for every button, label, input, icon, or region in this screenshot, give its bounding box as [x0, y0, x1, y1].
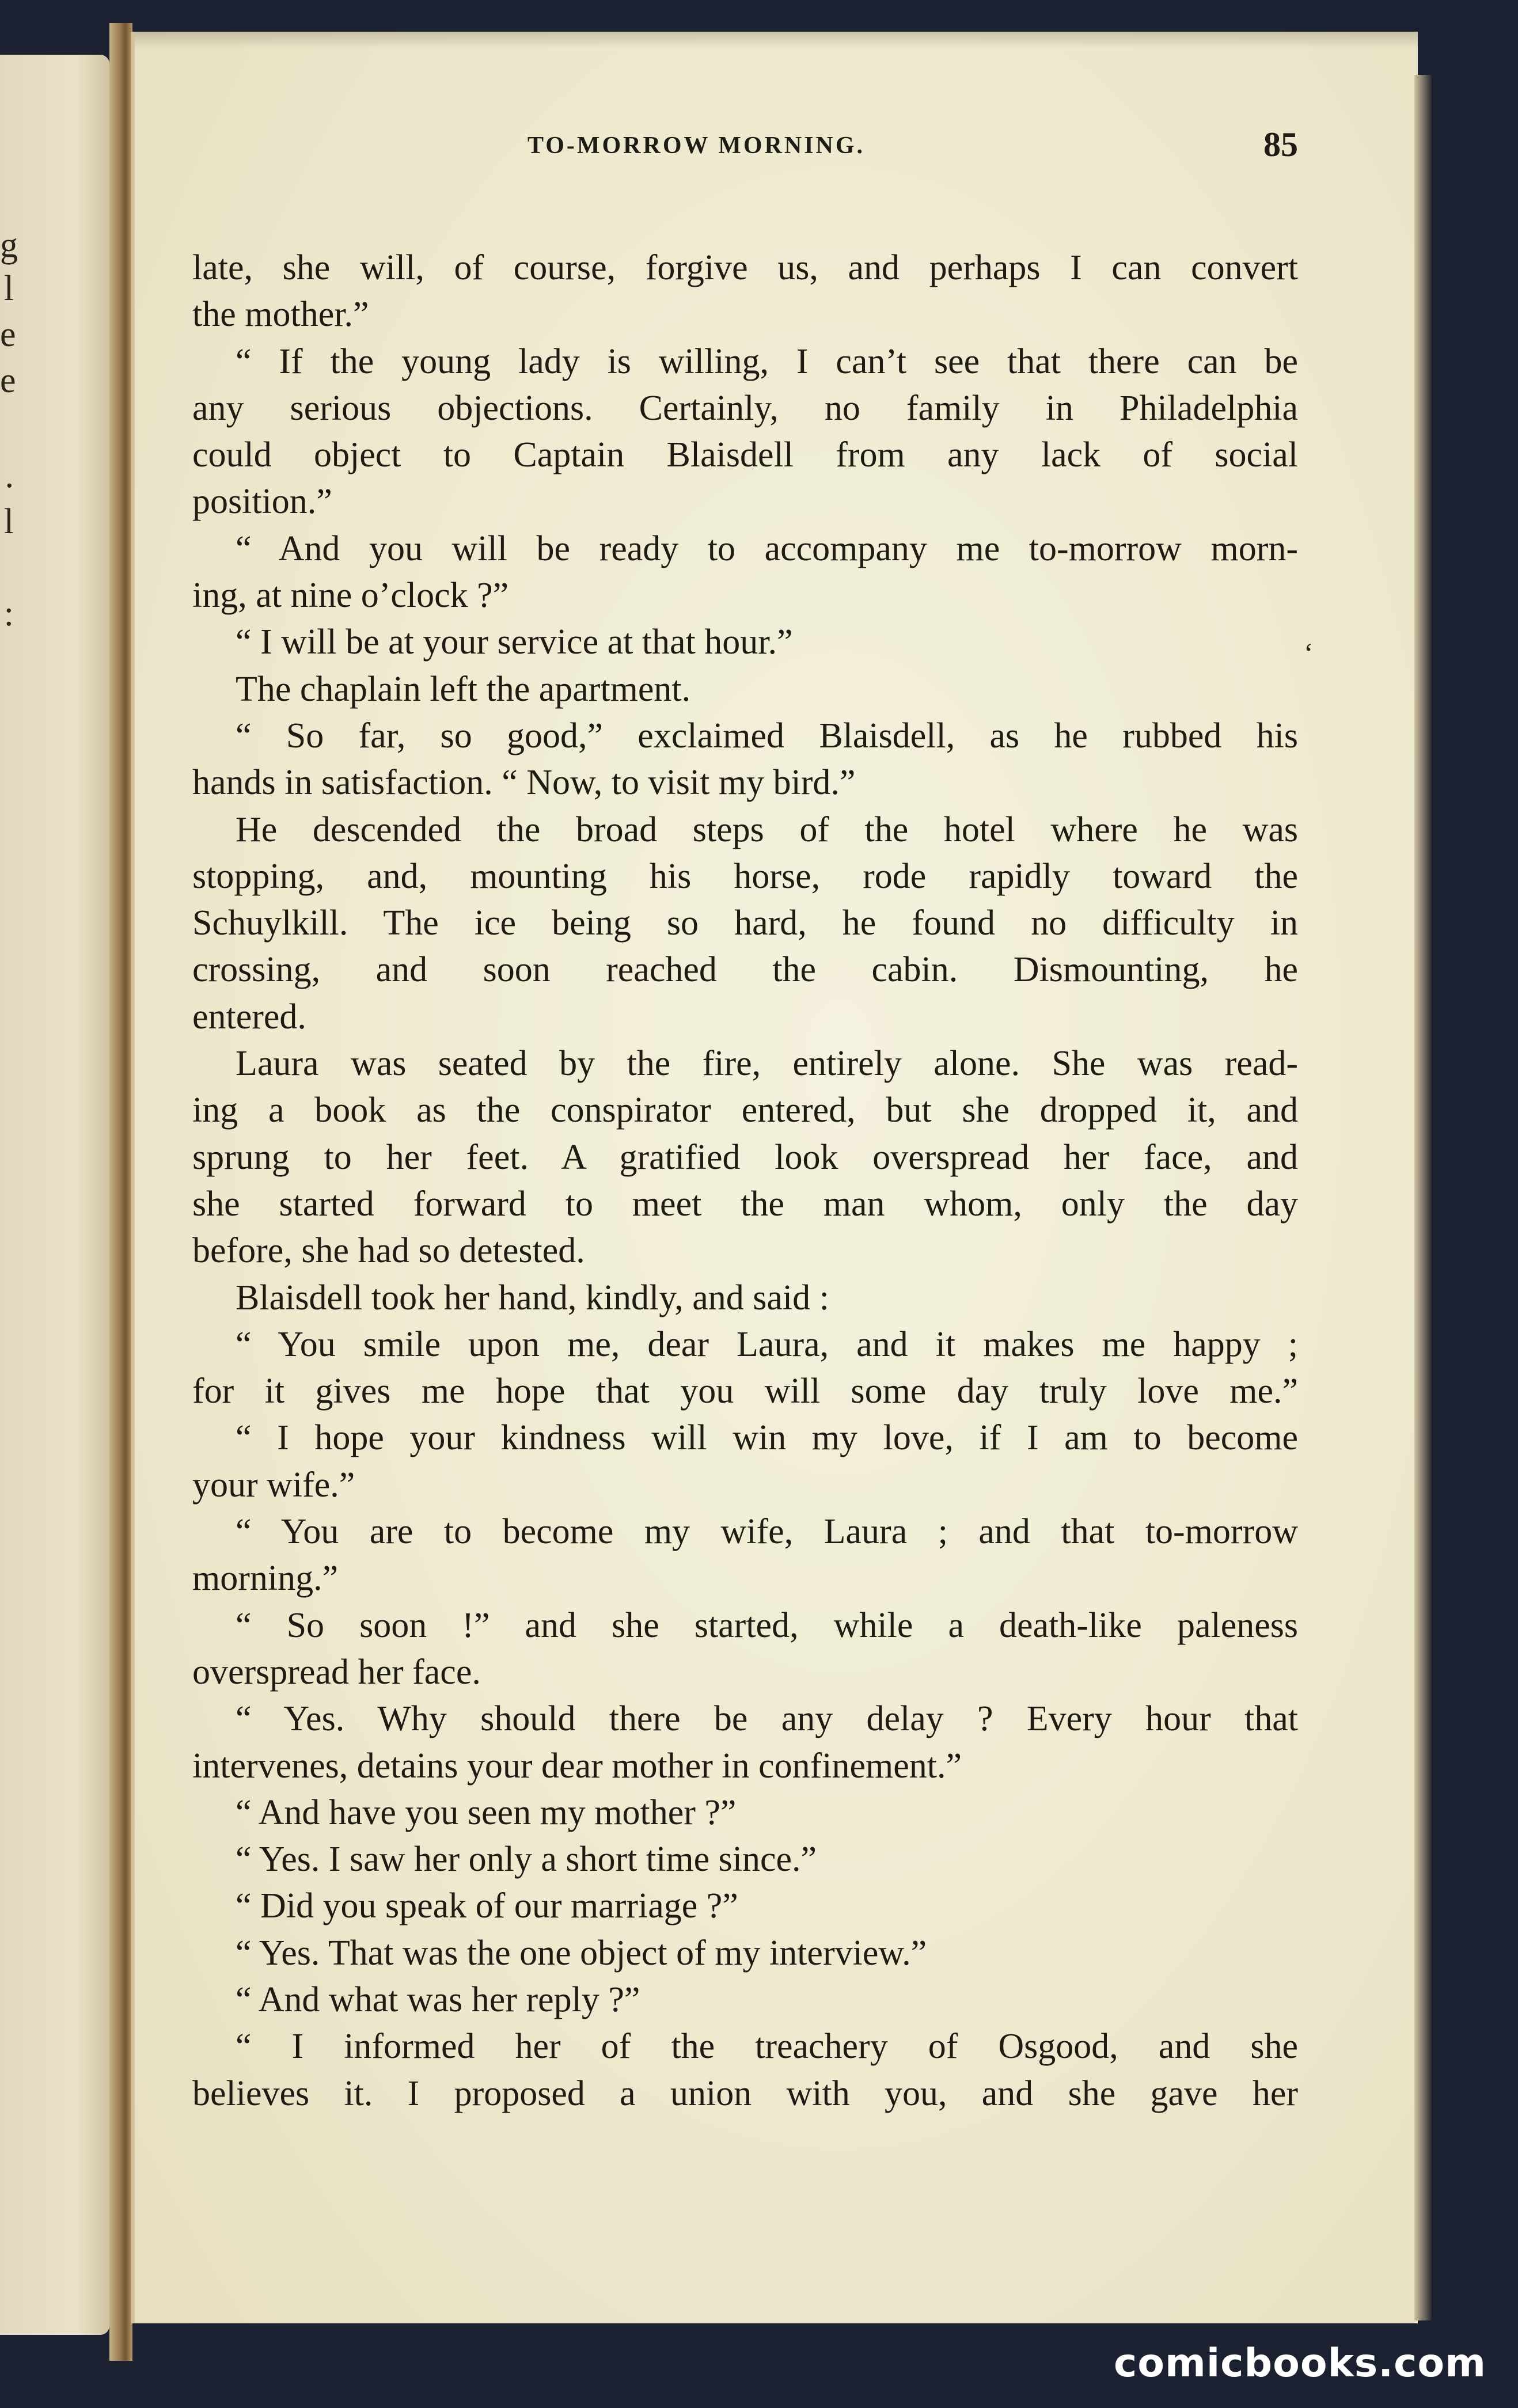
- text-line: “ If the young lady is willing, I can’t see that there can be: [236, 341, 1298, 381]
- text-line: crossing, and soon reached the cabin. Dismounting, he: [192, 950, 1298, 990]
- text-line: “ I informed her of the treachery of Osgood, and she: [236, 2027, 1298, 2067]
- text-line: “ So soon !” and she started, while a death-like paleness: [236, 1605, 1298, 1645]
- left-page-fragment: e: [0, 361, 16, 400]
- text-line: hands in satisfaction. “ Now, to visit my bird.”: [192, 763, 856, 803]
- left-page-fragment: :: [3, 594, 14, 633]
- text-line: she started forward to meet the man whom, only the day: [192, 1184, 1298, 1224]
- text-line: “ Yes. That was the one object of my interview.”: [236, 1933, 927, 1973]
- running-header: [135, 125, 1418, 171]
- text-line: Laura was seated by the fire, entirely alone. She was read-: [236, 1044, 1298, 1084]
- text-line: Schuylkill. The ice being so hard, he found no difficulty in: [192, 903, 1298, 943]
- watermark: comicbooks.com: [1113, 2341, 1486, 2386]
- text-line: entered.: [192, 997, 306, 1036]
- page-number: 85: [1263, 126, 1298, 164]
- text-line: position.”: [192, 482, 332, 522]
- text-line: late, she will, of course, forgive us, and perhaps I can convert: [192, 248, 1298, 287]
- text-line: “ And you will be ready to accompany me to-morrow morn-: [236, 529, 1298, 568]
- page-right-edge: [1414, 75, 1432, 2320]
- text-line: “ I hope your kindness will win my love, if I am to become: [236, 1418, 1298, 1458]
- text-line: “ And what was her reply ?”: [236, 1980, 640, 2019]
- left-page-fragment: l: [3, 502, 14, 541]
- text-line: “ Yes. Why should there be any delay ? Every hour that: [236, 1699, 1298, 1739]
- margin-mark: ‘: [1304, 637, 1314, 669]
- text-line: morning.”: [192, 1559, 339, 1598]
- text-line: stopping, and, mounting his horse, rode rapidly toward the: [192, 856, 1298, 896]
- text-line: “ Yes. I saw her only a short time since.”: [236, 1840, 817, 1879]
- text-line: ing a book as the conspirator entered, but she dropped it, and: [192, 1091, 1298, 1130]
- text-line: before, she had so detested.: [192, 1231, 585, 1271]
- text-line: sprung to her feet. A gratified look overspread her face, and: [192, 1137, 1298, 1177]
- text-line: Blaisdell took her hand, kindly, and said :: [236, 1278, 829, 1317]
- running-title: TO-MORROW MORNING.: [527, 132, 866, 159]
- text-line: “ Did you speak of our marriage ?”: [236, 1886, 738, 1926]
- text-line: for it gives me hope that you will some day truly love me.”: [192, 1372, 1298, 1411]
- text-line: your wife.”: [192, 1465, 355, 1505]
- body-text: [192, 245, 1298, 2117]
- left-page-fragment: e: [0, 315, 16, 354]
- text-line: intervenes, detains your dear mother in confinement.”: [192, 1746, 962, 1786]
- text-line: “ You smile upon me, dear Laura, and it makes me happy ;: [236, 1324, 1298, 1364]
- left-page-fragment: l: [3, 269, 14, 308]
- text-line: overspread her face.: [192, 1652, 481, 1692]
- text-line: could object to Captain Blaisdell from any lack of social: [192, 435, 1298, 475]
- page-shadow: [135, 32, 1418, 49]
- left-facing-page-edge: [0, 55, 109, 2335]
- text-line: “ I will be at your service at that hour.”: [236, 622, 793, 662]
- text-line: “ You are to become my wife, Laura ; and that to-morrow: [236, 1512, 1298, 1552]
- book-gutter: [109, 23, 132, 2361]
- text-line: The chaplain left the apartment.: [236, 669, 691, 709]
- text-line: He descended the broad steps of the hotel where he was: [236, 810, 1298, 849]
- text-line: “ And have you seen my mother ?”: [236, 1792, 737, 1832]
- text-line: believes it. I proposed a union with you, and she gave her: [192, 2073, 1298, 2113]
- text-line: any serious objections. Certainly, no family in Philadelphia: [192, 388, 1298, 428]
- text-line: ing, at nine o’clock ?”: [192, 576, 509, 616]
- book-page: [131, 32, 1418, 2323]
- text-line: “ So far, so good,” exclaimed Blaisdell, as he rubbed his: [236, 716, 1298, 755]
- left-page-fragment: g: [0, 226, 18, 265]
- text-line: the mother.”: [192, 295, 369, 335]
- left-page-fragment: .: [5, 456, 14, 495]
